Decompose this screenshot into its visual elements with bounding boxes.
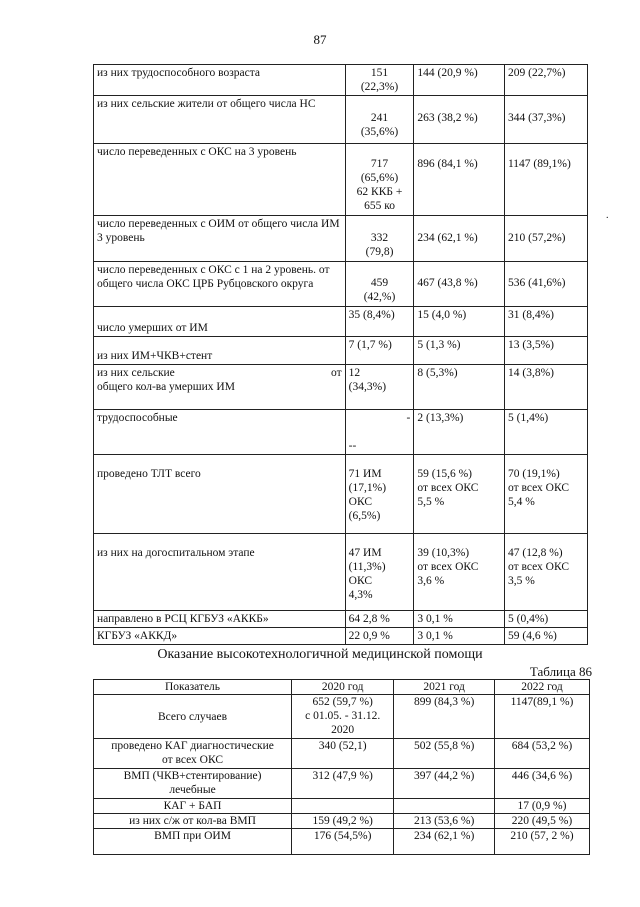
table-row — [94, 65, 588, 96]
cell-2022: 536 (41,6%) — [504, 262, 587, 307]
row-label: КГБУЗ «АККД» — [94, 628, 346, 645]
cell-2022: 14 (3,8%) — [504, 365, 587, 410]
row-label: проведено КАГ диагностические от всех ОКС — [94, 739, 292, 769]
table-row — [94, 216, 588, 262]
cell-2020: 151 (22,3%) — [345, 65, 414, 96]
cell-2022: 59 (4,6 %) — [504, 628, 587, 645]
column-header: Показатель — [94, 680, 292, 695]
row-label: из них сельские от общего кол-ва умерших ИМ — [94, 365, 346, 410]
table-row — [94, 96, 588, 144]
section-title: Оказание высокотехнологичной медицинской помощи — [157, 647, 483, 662]
table-caption: Таблица 86 — [529, 664, 592, 679]
table-row — [94, 262, 588, 307]
cell-2022: 344 (37,3%) — [504, 96, 587, 144]
cell-2022: 47 (12,8 %) от всех ОКС 3,5 % — [504, 534, 587, 611]
cell-2020: 717 (65,6%) 62 ККБ + 655 ко — [345, 144, 414, 216]
cell-2022: 210 (57,2%) — [504, 216, 587, 262]
column-header: 2021 год — [394, 680, 495, 695]
row-label: из них ИМ+ЧКВ+стент — [94, 337, 346, 365]
row-label: ВМП (ЧКВ+стентирование) лечебные — [94, 769, 292, 799]
cell-2021: 502 (55,8 %) — [394, 739, 495, 769]
row-label: ВМП при ОИМ — [94, 829, 292, 855]
cell-2022: 210 (57, 2 %) — [494, 829, 589, 855]
table-row — [94, 144, 588, 216]
cell-2021: 59 (15,6 %) от всех ОКС 5,5 % — [414, 455, 505, 534]
row-label: направлено в РСЦ КГБУЗ «АККБ» — [94, 611, 346, 628]
cell-2022: 70 (19,1%) от всех ОКС 5,4 % — [504, 455, 587, 534]
cell-2021: 896 (84,1 %) — [414, 144, 505, 216]
cell-2021: 234 (62,1 %) — [394, 829, 495, 855]
row-label: КАГ + БАП — [94, 799, 292, 814]
table-row — [94, 799, 590, 814]
cell-2021: 899 (84,3 %) — [394, 695, 495, 739]
cell-2020: 459 (42,%) — [345, 262, 414, 307]
table-row — [94, 695, 590, 739]
cell-2021: 213 (53,6 %) — [394, 814, 495, 829]
cell-2020: 7 (1,7 %) — [345, 337, 414, 365]
cell-2021: 15 (4,0 %) — [414, 307, 505, 337]
table-row — [94, 365, 588, 410]
table-row — [94, 455, 588, 534]
row-label: число переведенных с ОИМ от общего числа ИМ 3 уровень — [94, 216, 346, 262]
cell-2022: 209 (22,7%) — [504, 65, 587, 96]
cell-2020: 312 (47,9 %) — [292, 769, 394, 799]
cell-2020: 12 (34,3%) — [345, 365, 414, 410]
cell-2022: 5 (1,4%) — [504, 410, 587, 455]
cell-2020: - -- — [345, 410, 414, 455]
cell-2022: 220 (49,5 %) — [494, 814, 589, 829]
table-row — [94, 410, 588, 455]
cell-2022: 684 (53,2 %) — [494, 739, 589, 769]
scan-mark: . — [606, 210, 609, 221]
table-row — [94, 739, 590, 769]
cell-2022: 446 (34,6 %) — [494, 769, 589, 799]
row-label: из них сельские жители от общего числа НС — [94, 96, 346, 144]
cell-2021: 3 0,1 % — [414, 628, 505, 645]
cell-2022: 5 (0,4%) — [504, 611, 587, 628]
cell-2020: 64 2,8 % — [345, 611, 414, 628]
cell-2022: 1147 (89,1%) — [504, 144, 587, 216]
cell-2021: 8 (5,3%) — [414, 365, 505, 410]
row-label: из них трудоспособного возраста — [94, 65, 346, 96]
row-label: проведено ТЛТ всего — [94, 455, 346, 534]
stats-table — [93, 64, 588, 645]
header-row — [94, 680, 590, 695]
cell-2022: 13 (3,5%) — [504, 337, 587, 365]
cell-2020: 176 (54,5%) — [292, 829, 394, 855]
cell-2020: 22 0,9 % — [345, 628, 414, 645]
cell-2020: 332 (79,8) — [345, 216, 414, 262]
row-label: Всего случаев — [94, 695, 292, 739]
cell-2021: 397 (44,2 %) — [394, 769, 495, 799]
table-row — [94, 769, 590, 799]
cell-2022: 1147(89,1 %) — [494, 695, 589, 739]
hightech-care-table — [93, 679, 590, 855]
cell-2021: 234 (62,1 %) — [414, 216, 505, 262]
cell-2020 — [292, 799, 394, 814]
table-row — [94, 307, 588, 337]
table-row — [94, 337, 588, 365]
cell-2021: 467 (43,8 %) — [414, 262, 505, 307]
column-header: 2022 год — [494, 680, 589, 695]
cell-2021: 39 (10,3%) от всех ОКС 3,6 % — [414, 534, 505, 611]
cell-2020: 35 (8,4%) — [345, 307, 414, 337]
row-label: трудоспособные — [94, 410, 346, 455]
cell-2020: 241 (35,6%) — [345, 96, 414, 144]
cell-2022: 31 (8,4%) — [504, 307, 587, 337]
row-label: число переведенных с ОКС с 1 на 2 уровень. от общего числа ОКС ЦРБ Рубцовского округа — [94, 262, 346, 307]
cell-2021: 5 (1,3 %) — [414, 337, 505, 365]
page-number: 87 — [313, 32, 327, 47]
cell-2020: 159 (49,2 %) — [292, 814, 394, 829]
cell-2020: 340 (52,1) — [292, 739, 394, 769]
cell-2021: 144 (20,9 %) — [414, 65, 505, 96]
table-row — [94, 611, 588, 628]
row-label: из них на догоспитальном этапе — [94, 534, 346, 611]
table-row — [94, 814, 590, 829]
cell-2021: 3 0,1 % — [414, 611, 505, 628]
cell-2021: 263 (38,2 %) — [414, 96, 505, 144]
cell-2020: 652 (59,7 %) с 01.05. - 31.12. 2020 — [292, 695, 394, 739]
cell-2021: 2 (13,3%) — [414, 410, 505, 455]
row-label: число умерших от ИМ — [94, 307, 346, 337]
cell-2022: 17 (0,9 %) — [494, 799, 589, 814]
cell-2021 — [394, 799, 495, 814]
row-label: число переведенных с ОКС на 3 уровень — [94, 144, 346, 216]
table-row — [94, 534, 588, 611]
table-row — [94, 829, 590, 855]
cell-2020: 47 ИМ (11,3%) ОКС 4,3% — [345, 534, 414, 611]
cell-2020: 71 ИМ (17,1%) ОКС (6,5%) — [345, 455, 414, 534]
row-label: из них с/ж от кол-ва ВМП — [94, 814, 292, 829]
column-header: 2020 год — [292, 680, 394, 695]
table-row — [94, 628, 588, 645]
